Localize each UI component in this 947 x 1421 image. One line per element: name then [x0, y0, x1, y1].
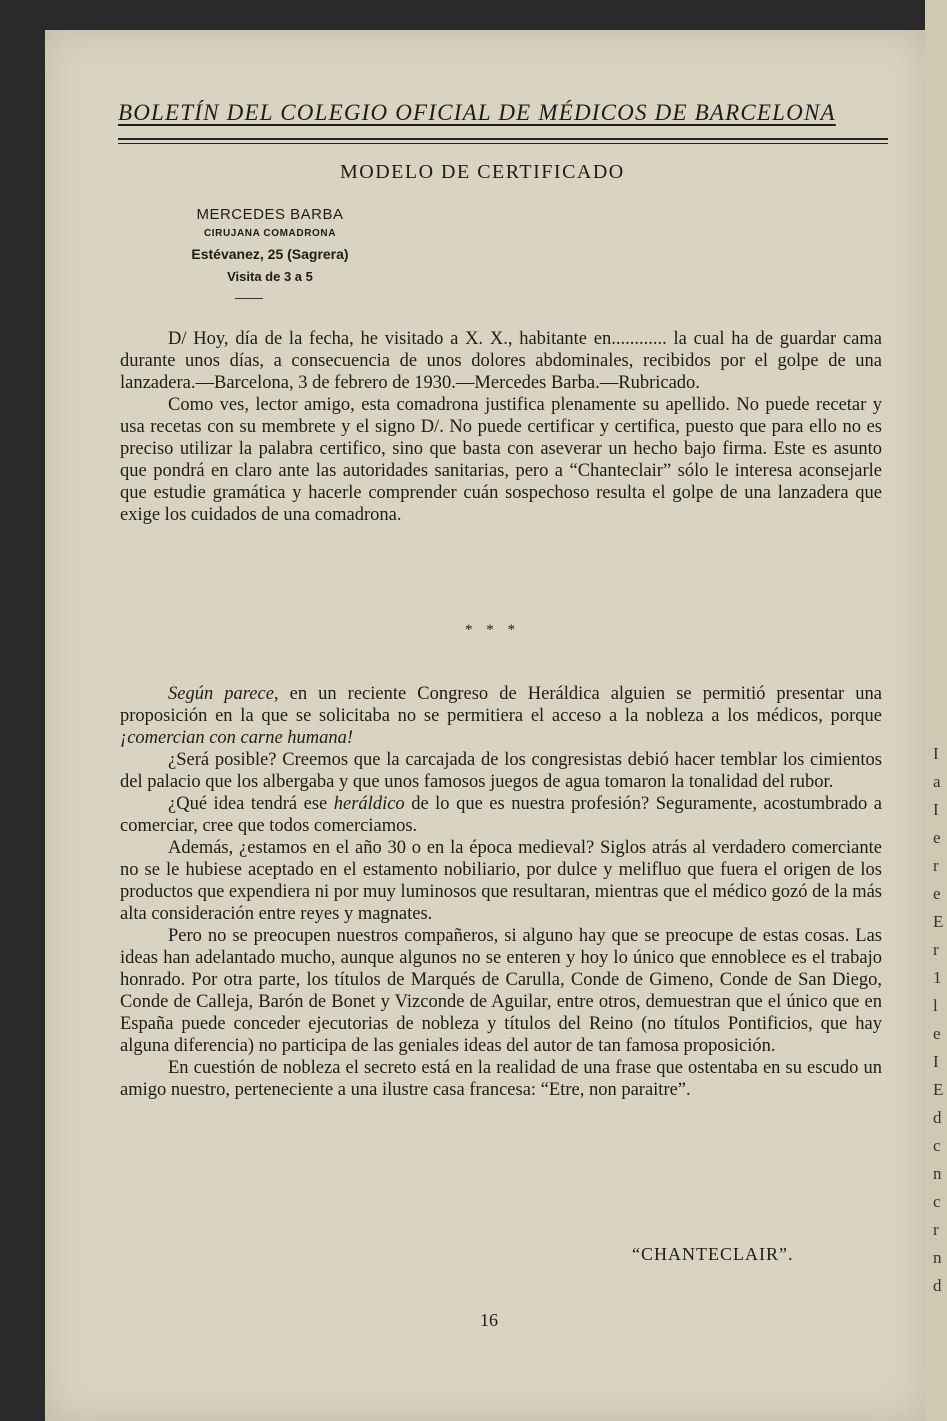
section-separator: * * *	[465, 622, 520, 638]
italic-lead: Según parece,	[168, 684, 279, 704]
commentary-paragraph: Como ves, lector amigo, esta comadrona justifica plenamente su apellido. No puede recetar y usa recetas con su membrete y el signo D/. No puede certificar y certifica, puesto que para ello no es preciso utilizar la palabra certifico, sino que basta con aseverar un hecho bajo firma. Este es asunto que pondrá en claro ante las autoridades sanitarias, pero a “Chanteclair” sólo le interesa aconsejarle que estudie gramática y hacerle comprender cuán sospechoso resulta el golpe de una lanzadera que exige los cuidados de una comadrona.	[120, 395, 882, 525]
text-run: de lo que es nuestra profesión? Seguramente, acostumbrado a comerciar, cree que todos comerciamos.	[120, 794, 882, 836]
text-run: en un reciente Congreso de Heráldica alguien se permitió presentar una proposición en la que se solicitaba no se permitiera el acceso a la nobleza a los médicos, porque	[120, 684, 882, 726]
page-number: 16	[480, 1310, 498, 1330]
italic-quote: ¡comercian con carne humana!	[120, 728, 354, 748]
article-paragraph: ¿Será posible? Creemos que la carcajada de los congresistas debió hacer temblar los cimientos del palacio que los albergaba y que unos famosos juegos de agua tomaron la tonalidad del rubor.	[120, 750, 882, 792]
article-paragraph	[120, 793, 882, 837]
article-paragraph: Pero no se preocupen nuestros compañeros, si alguno hay que se preocupe de estas cosas. Las ideas han adelantado mucho, aunque algunos no se enteren y hoy lo único que ennoblece es el trabajo honrado. Por otra parte, los títulos de Marqués de Carulla, Conde de Gimeno, Conde de San Diego, Conde de Calleja, Barón de Bonet y Vizconde de Aguilar, entre otros, demuestran que el único que en España puede conceder ejecutorias de nobleza y títulos del Reino (no títulos Pontificios, que hay alguna diferencia) no participa de las geniales ideas del autor de tan famosa proposición.	[120, 926, 882, 1056]
article-paragraph: En cuestión de nobleza el secreto está en la realidad de una frase que ostentaba en su escudo un amigo nuestro, perteneciente a una ilustre casa francesa: “Etre, non paraitre”.	[120, 1058, 882, 1100]
adjacent-page-letters: I a I e r e E r 1 l e I E d c n c r n d	[933, 744, 944, 1295]
text-run: ¿Qué idea tendrá ese	[168, 794, 334, 814]
certificate-text	[120, 328, 882, 526]
certificate-paragraph: D/ Hoy, día de la fecha, he visitado a X. X., habitante en............ la cual ha de guardar cama durante unos días, a consecuencia de unos dolores abdominales, recibidos por el golpe de una lanzadera.—Barcelona, 3 de febrero de 1930.—Mercedes Barba.—Rubricado.	[120, 329, 882, 393]
article-paragraph	[120, 683, 882, 749]
italic-word: heráldico	[333, 794, 405, 814]
letterhead-address: Estévanez, 25 (Sagrera)	[191, 246, 349, 262]
section-title: MODELO DE CERTIFICADO	[340, 161, 625, 183]
letterhead-rule	[235, 298, 263, 299]
letterhead-role: CIRUJANA COMADRONA	[203, 228, 337, 239]
journal-header: BOLETÍN DEL COLEGIO OFICIAL DE MÉDICOS DE BARCELONA	[118, 100, 836, 125]
letterhead-name: MERCEDES BARBA	[196, 206, 344, 223]
article-paragraph: Además, ¿estamos en el año 30 o en la época medieval? Siglos atrás al verdadero comerciante no se le hubiese aceptado en el estamento nobiliario, por dulce y melifluo que fuera el origen de los productos que expendiera ni por muy luminosos que resultaran, mientras que el médico gozó de la más alta consideración entre reyes y magnates.	[120, 838, 882, 924]
header-rule-thin	[118, 143, 888, 144]
article-text	[120, 683, 882, 1101]
author-signature: “CHANTECLAIR”.	[632, 1244, 794, 1264]
letterhead-hours: Visita de 3 a 5	[227, 269, 313, 284]
header-rule-thick	[118, 138, 888, 140]
